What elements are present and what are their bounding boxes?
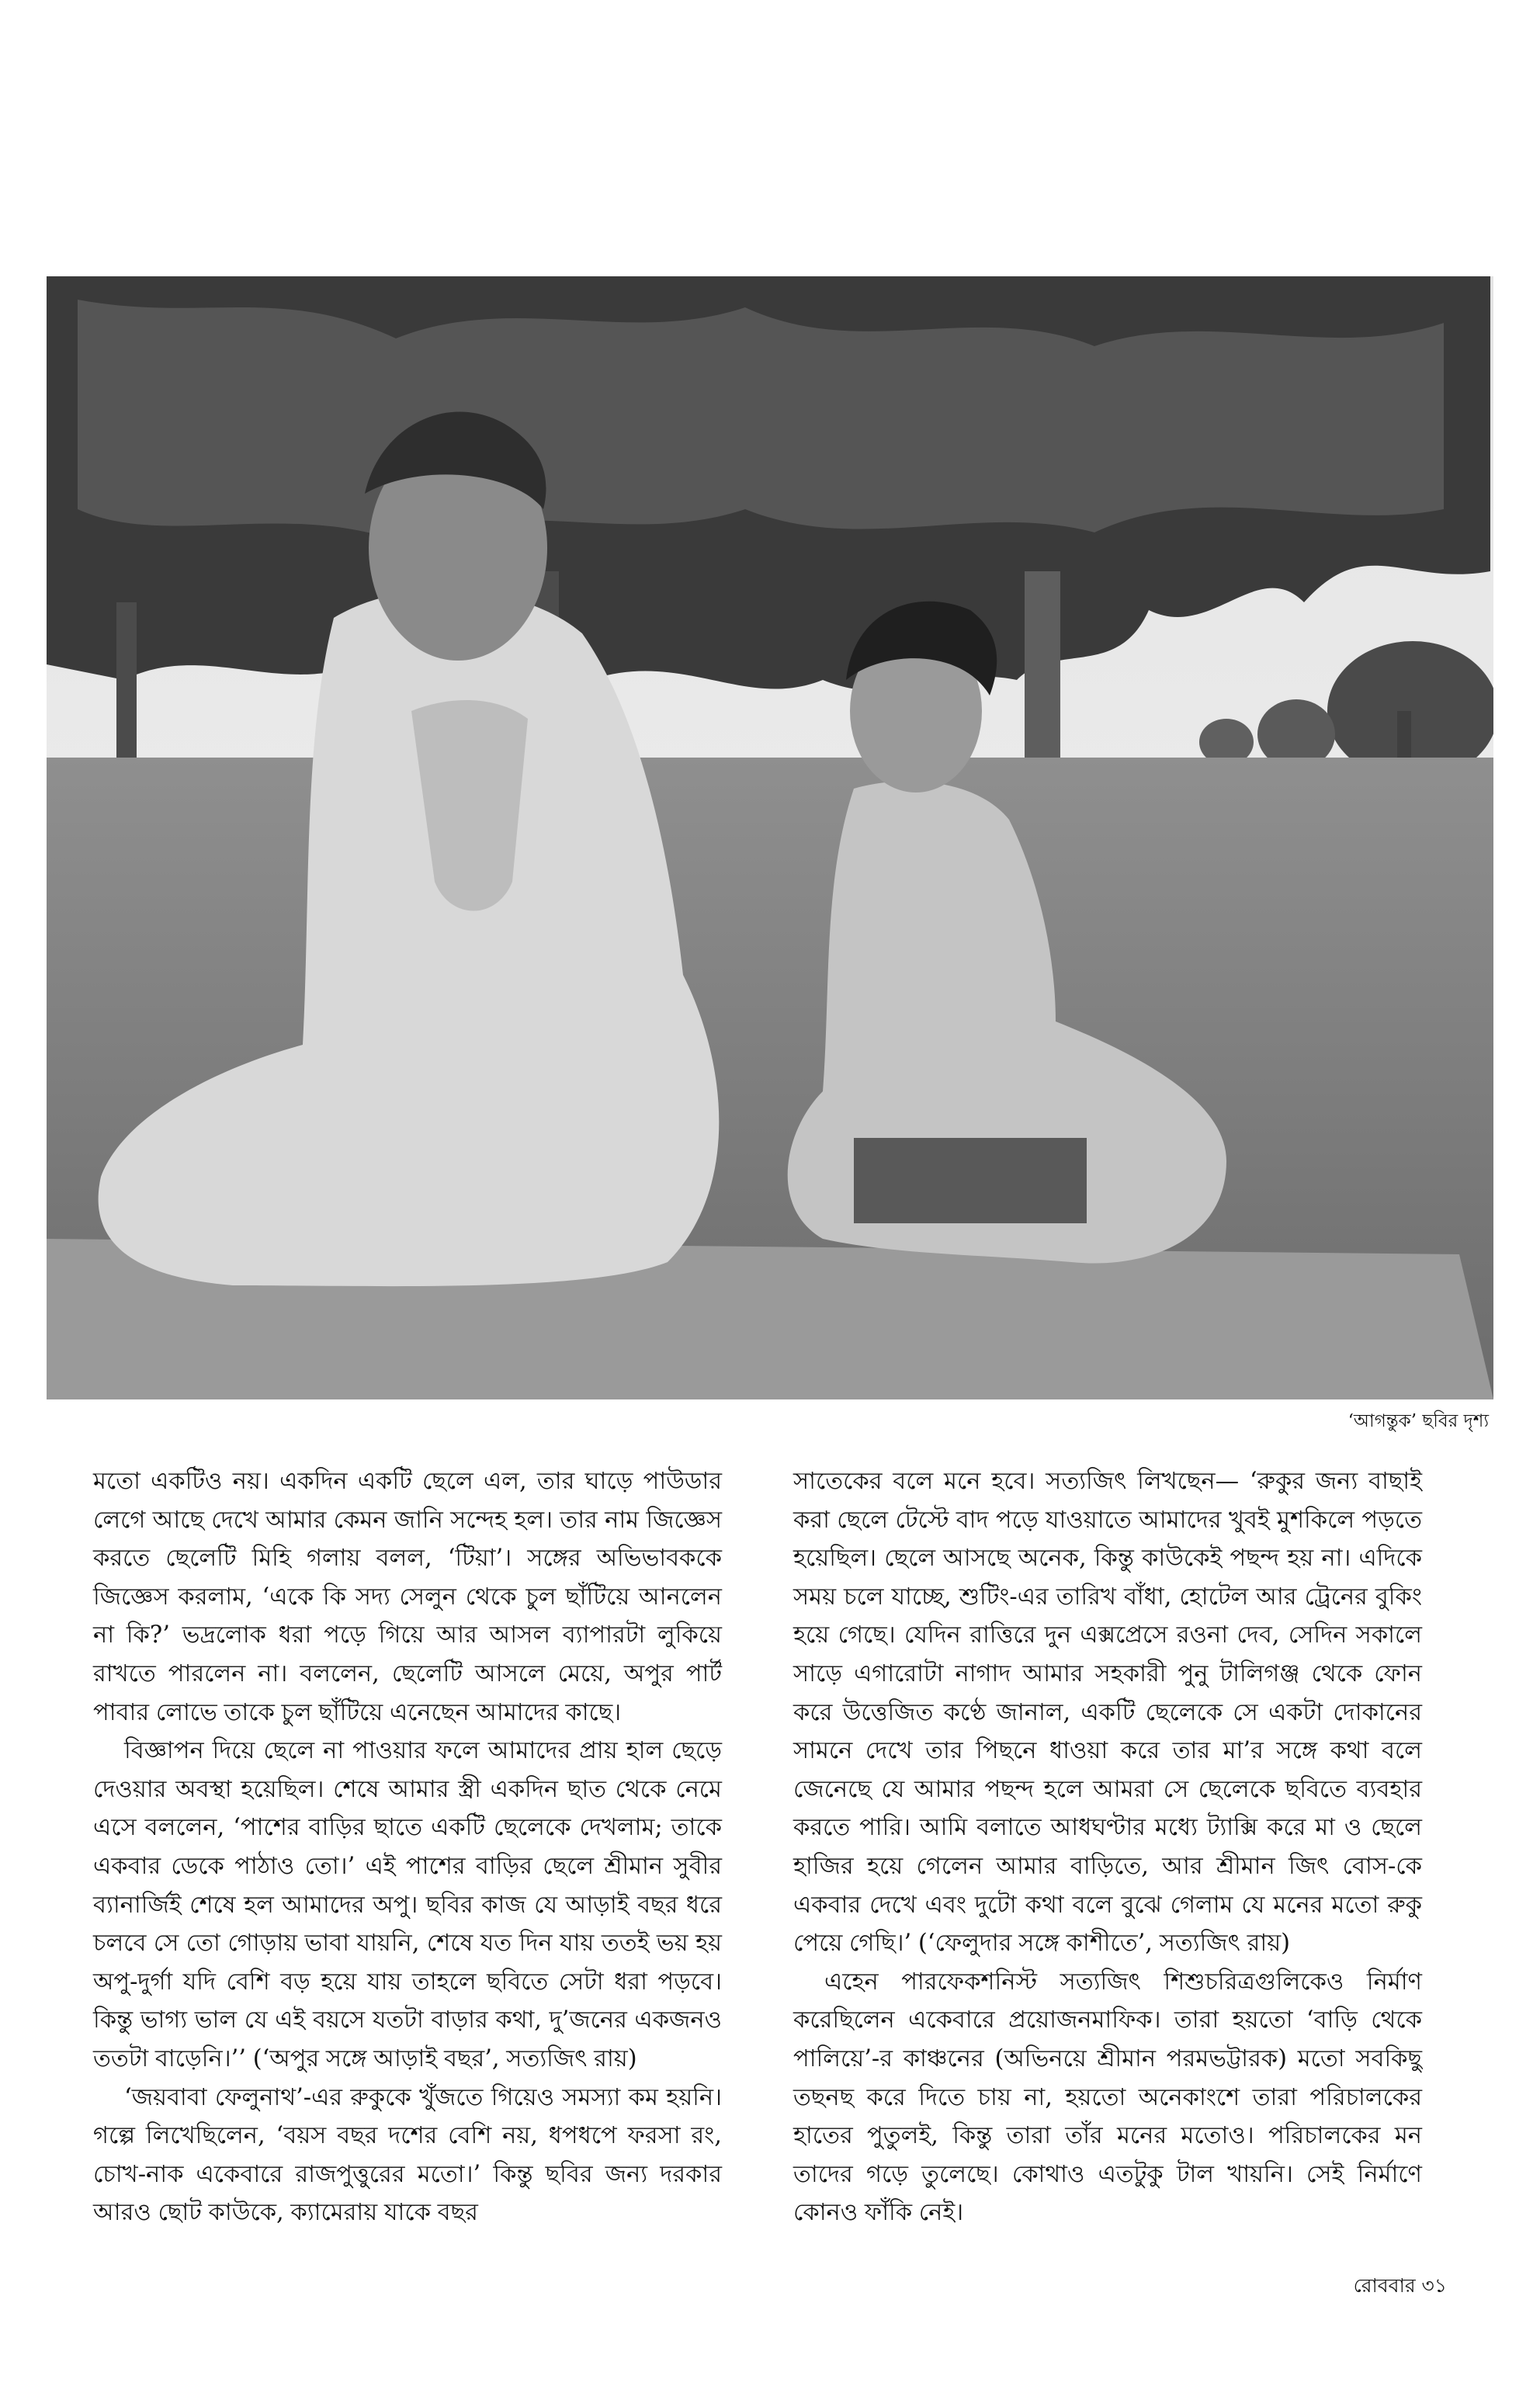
paragraph: বিজ্ঞাপন দিয়ে ছেলে না পাওয়ার ফলে আমাদের প্রায় হাল ছেড়ে দেওয়ার অবস্থা হয়েছিল। শেষে আমার স্ত্রী একদিন ছাত থেকে নেমে এসে বললেন, ‘পাশের বাড়ির ছাতে একটি ছেলেকে দেখলাম; তাকে একবার ডেকে পাঠাও তো।’ এই পাশের বাড়ির ছেলে শ্রীমান সুবীর ব্যানার্জিই শেষে হল আমাদের অপু। ছবির কাজ যে আড়াই বছর ধরে চলবে সে তো গোড়ায় ভাবা যায়নি, শেষে যত দিন যায় ততই ভয় হয় অপু-দুর্গা যদি বেশি বড় হয়ে যায় তাহলে ছবিতে সেটা ধরা পড়বে। কিন্তু ভাগ্য ভাল যে এই বয়সে যতটা বাড়ার কথা, দু’জনের একজনও ততটা বাড়েনি।’’ (‘অপুর সঙ্গে আড়াই বছর’, সত্যজিৎ রায়) <box>93 1737 722 2072</box>
film-still-image <box>47 276 1493 1399</box>
page-folio: রোববার ৩১ <box>1353 2274 1447 2297</box>
paragraph: মতো একটিও নয়। একদিন একটি ছেলে এল, তার ঘাড়ে পাউডার লেগে আছে দেখে আমার কেমন জানি সন্দেহ হল। তার নাম জিজ্ঞেস করতে ছেলেটি মিহি গলায় বলল, ‘টিয়া’। সঙ্গের অভিভাবককে জিজ্ঞেস করলাম, ‘একে কি সদ্য সেলুন থেকে চুল ছাঁটিয়ে আনলেন না কি?’ ভদ্রলোক ধরা পড়ে গিয়ে আর আসল ব্যাপারটা লুকিয়ে রাখতে পারলেন না। বললেন, ছেলেটি আসলে মেয়ে, অপুর পার্ট পাবার লোভে তাকে চুল ছাঁটিয়ে এনেছেন আমাদের কাছে। <box>93 1468 722 1726</box>
film-still-photo <box>47 276 1493 1399</box>
article-column-right <box>793 1462 1422 2232</box>
article-column-left <box>93 1462 722 2232</box>
paragraph: সাতেকের বলে মনে হবে। সত্যজিৎ লিখছেন— ‘রুকুর জন্য বাছাই করা ছেলে টেস্টে বাদ পড়ে যাওয়াতে আমাদের খুবই মুশকিলে পড়তে হয়েছিল। ছেলে আসছে অনেক, কিন্তু কাউকেই পছন্দ হয় না। এদিকে সময় চলে যাচ্ছে, শুটিং-এর তারিখ বাঁধা, হোটেল আর ট্রেনের বুকিং হয়ে গেছে। যেদিন রাত্তিরে দুন এক্সপ্রেসে রওনা দেব, সেদিন সকালে সাড়ে এগারোটা নাগাদ আমার সহকারী পুনু টালিগঞ্জ থেকে ফোন করে উত্তেজিত কণ্ঠে জানাল, একটি ছেলেকে সে একটা দোকানের সামনে দেখে তার পিছনে ধাওয়া করে তার মা’র সঙ্গে কথা বলে জেনেছে যে আমার পছন্দ হলে আমরা সে ছেলেকে ছবিতে ব্যবহার করতে পারি। আমি বলাতে আধঘণ্টার মধ্যে ট্যাক্সি করে মা ও ছেলে হাজির হয়ে গেলেন আমার বাড়িতে, আর শ্রীমান জিৎ বোস-কে একবার দেখে এবং দুটো কথা বলে বুঝে গেলাম যে মনের মতো রুকু পেয়ে গেছি।’ (‘ফেলুদার সঙ্গে কাশীতে’, সত্যজিৎ রায়) <box>793 1468 1422 1958</box>
paragraph: এহেন পারফেকশনিস্ট সত্যজিৎ শিশুচরিত্রগুলিকেও নির্মাণ করেছিলেন একেবারে প্রয়োজনমাফিক। তারা হয়তো ‘বাড়ি থেকে পালিয়ে’-র কাঞ্চনের (অভিনয়ে শ্রীমান পরমভট্টারক) মতো সবকিছু তছনছ করে দিতে চায় না, হয়তো অনেকাংশে তারা পরিচালকের হাতের পুতুলই, কিন্তু তারা তাঁর মনের মতোও। পরিচালকের মন তাদের গড়ে তুলেছে। কোথাও এতটুকু টাল খায়নি। সেই নির্মাণে কোনও ফাঁকি নেই। <box>793 1968 1422 2227</box>
photo-caption: ‘আগন্তুক’ ছবির দৃশ্য <box>1348 1411 1489 1431</box>
paragraph: ‘জয়বাবা ফেলুনাথ’-এর রুকুকে খুঁজতে গিয়েও সমস্যা কম হয়নি। গল্পে লিখেছিলেন, ‘বয়স বছর দশের বেশি নয়, ধপধপে ফরসা রং, চোখ-নাক একেবারে রাজপুত্তুরের মতো।’ কিন্তু ছবির জন্য দরকার আরও ছোট কাউকে, ক্যামেরায় যাকে বছর <box>93 2083 722 2227</box>
